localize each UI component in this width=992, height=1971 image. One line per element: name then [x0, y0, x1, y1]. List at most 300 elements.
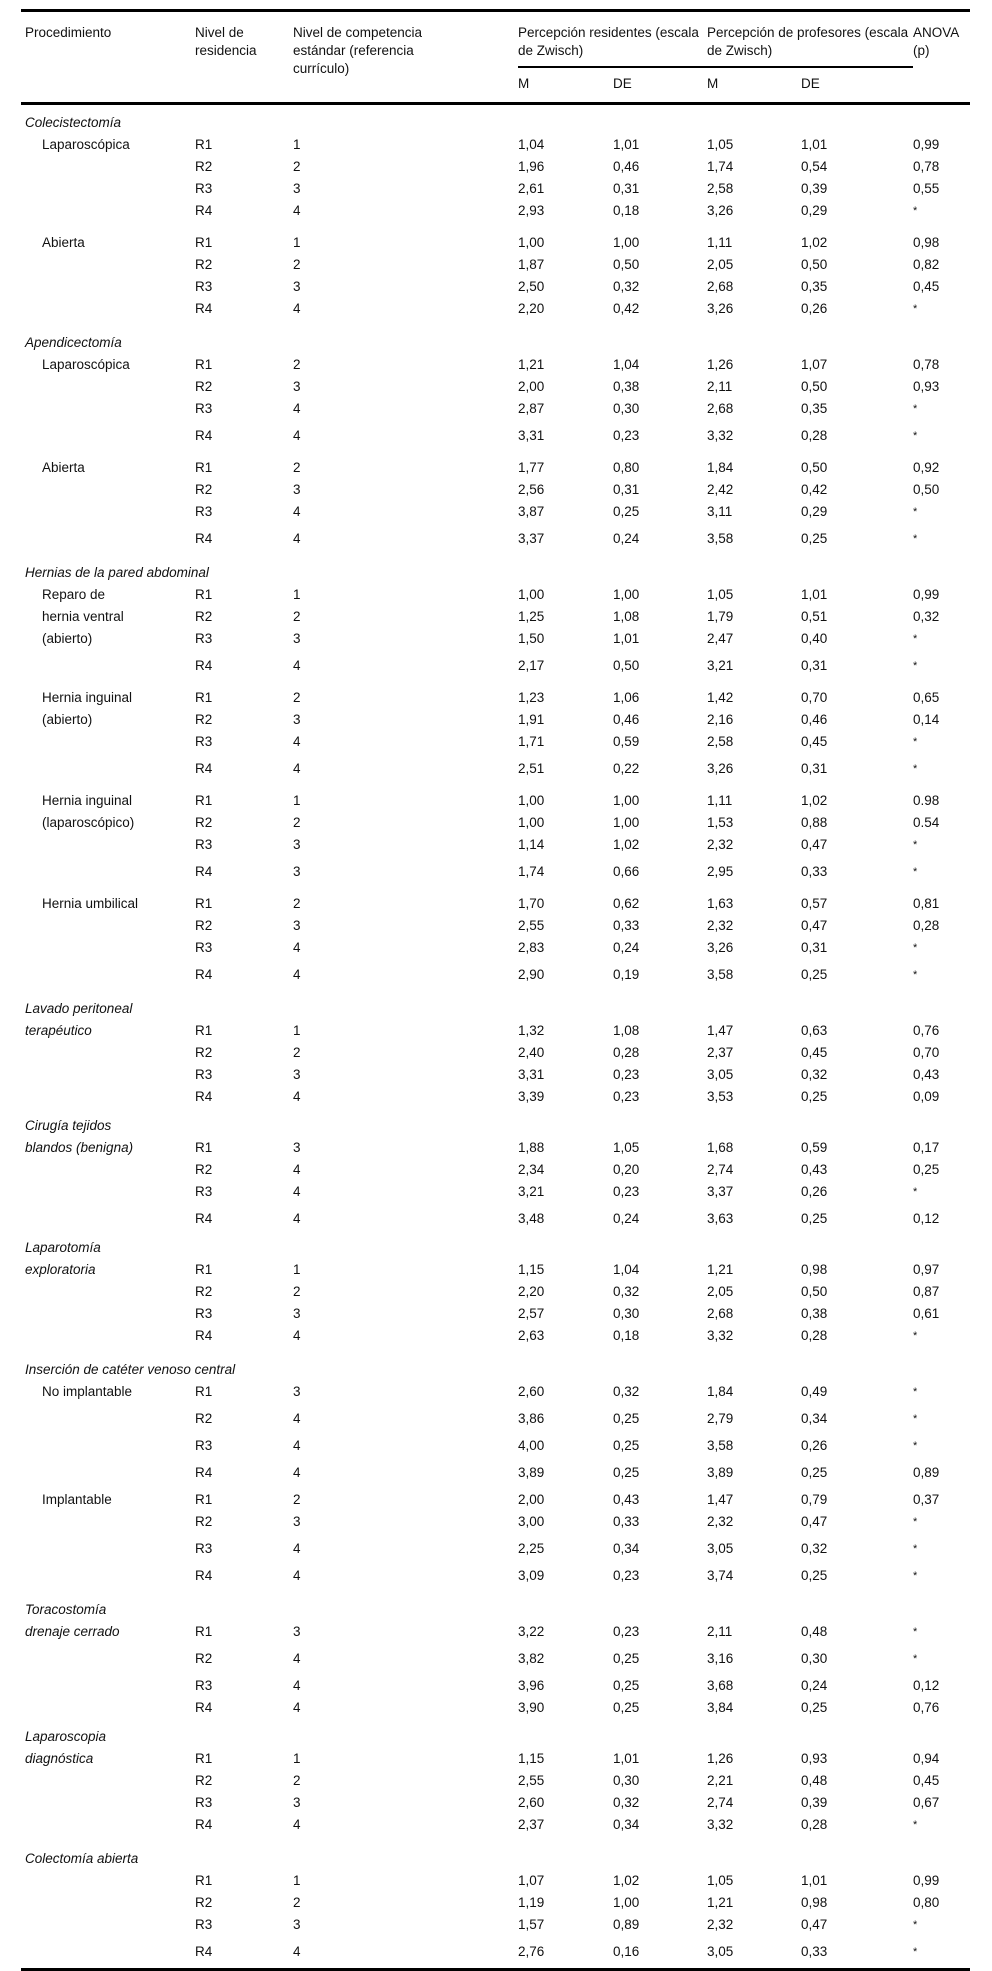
residency-level-cell: [195, 1914, 293, 1941]
professors-sd-cell: [801, 1137, 913, 1159]
significance-star: *: [913, 1440, 918, 1452]
residents-mean-cell: [518, 584, 613, 606]
section-label: Colectomía abierta: [25, 1851, 139, 1866]
cell-value: R1: [195, 587, 213, 602]
data-row: [21, 398, 970, 425]
significance-star: *: [913, 1543, 918, 1555]
competence-level-cell: [293, 861, 518, 888]
cell-value: 0,78: [913, 357, 940, 372]
procedure-cell: [21, 1648, 195, 1675]
cell-value: 1,68: [707, 1140, 734, 1155]
cell-value: 0,46: [613, 712, 640, 727]
cell-value: 0,93: [913, 379, 940, 394]
residency-level-cell: [195, 1697, 293, 1719]
cell-value: Laparoscópica: [42, 137, 130, 152]
cell-value: R1: [195, 1624, 213, 1639]
procedure-cell: [21, 1814, 195, 1841]
residents-mean-cell: [518, 1621, 613, 1648]
significance-star: *: [913, 660, 918, 672]
procedure-cell: [21, 915, 195, 937]
cell-value: R4: [195, 1817, 213, 1832]
residency-level-cell: [195, 1792, 293, 1814]
procedure-cell: [21, 731, 195, 758]
competence-level-cell: [293, 584, 518, 606]
cell-value: 1,26: [707, 357, 734, 372]
cell-value: 1,15: [518, 1751, 545, 1766]
data-row: [21, 1086, 970, 1108]
cell-value: R4: [195, 1465, 213, 1480]
cell-value: 0,61: [913, 1306, 940, 1321]
cell-value: R3: [195, 1917, 213, 1932]
cell-value: Hernia inguinal: [42, 793, 133, 808]
anova-p-cell: [913, 1648, 970, 1675]
professors-mean-cell: [707, 584, 801, 606]
residents-mean-cell: [518, 812, 613, 834]
competence-level-cell: [293, 1208, 518, 1230]
residents-sd-cell: [613, 134, 707, 156]
cell-value: 1,21: [707, 1895, 734, 1910]
data-row: [21, 1435, 970, 1462]
data-row: [21, 1814, 970, 1841]
anova-p-cell: [913, 376, 970, 398]
cell-value: 0,30: [613, 1773, 640, 1788]
cell-value: 2,58: [707, 181, 734, 196]
competence-level-cell: [293, 1697, 518, 1719]
professors-mean-cell: [707, 1941, 801, 1970]
cell-value: 0,50: [613, 257, 640, 272]
residency-level-cell: [195, 376, 293, 398]
cell-value: 2,50: [518, 279, 545, 294]
data-row: [21, 1565, 970, 1592]
data-row: [21, 501, 970, 528]
cell-value: hernia ventral: [42, 609, 124, 624]
cell-value: 0,50: [801, 1284, 828, 1299]
data-row: [21, 134, 970, 156]
professors-mean-cell: [707, 398, 801, 425]
cell-value: 3,58: [707, 967, 734, 982]
cell-value: R3: [195, 1067, 213, 1082]
cell-value: 2: [293, 690, 301, 705]
anova-p-cell: [913, 758, 970, 785]
procedure-cell: [21, 178, 195, 200]
residents-sd-cell: [613, 1408, 707, 1435]
data-row: [21, 709, 970, 731]
professors-sd-cell: [801, 1770, 913, 1792]
cell-value: R1: [195, 896, 213, 911]
data-row: [21, 254, 970, 276]
cell-value: 0,31: [801, 761, 828, 776]
cell-value: 2,56: [518, 482, 545, 497]
cell-value: 1,84: [707, 1384, 734, 1399]
significance-star: *: [913, 736, 918, 748]
professors-mean-cell: [707, 452, 801, 479]
cell-value: 0,35: [801, 279, 828, 294]
competence-level-cell: [293, 655, 518, 682]
data-row: [21, 1648, 970, 1675]
cell-value: R4: [195, 967, 213, 982]
residents-sd-cell: [613, 398, 707, 425]
residency-level-cell: [195, 628, 293, 655]
residents-mean-cell: [518, 276, 613, 298]
cell-value: 2,79: [707, 1411, 734, 1426]
cell-value: R3: [195, 1438, 213, 1453]
residency-level-cell: [195, 1281, 293, 1303]
cell-value: 1,00: [518, 793, 545, 808]
residents-sd-cell: [613, 1748, 707, 1770]
professors-sd-cell: [801, 1748, 913, 1770]
cell-value: 2,32: [707, 1514, 734, 1529]
section-row: [21, 1230, 970, 1259]
data-row: [21, 479, 970, 501]
anova-p-cell: [913, 1892, 970, 1914]
cell-value: 4: [293, 1162, 301, 1177]
professors-sd-cell: [801, 425, 913, 452]
data-row: [21, 1941, 970, 1970]
cell-value: 2,55: [518, 918, 545, 933]
competence-level-cell: [293, 398, 518, 425]
residents-sd-cell: [613, 915, 707, 937]
procedure-cell: [21, 785, 195, 812]
residents-mean-cell: [518, 134, 613, 156]
cell-value: 4: [293, 1944, 301, 1959]
cell-value: 1: [293, 1751, 301, 1766]
professors-mean-cell: [707, 1675, 801, 1697]
cell-value: 0,32: [613, 1284, 640, 1299]
residency-level-cell: [195, 1137, 293, 1159]
professors-mean-cell: [707, 1381, 801, 1408]
procedure-cell: [21, 628, 195, 655]
anova-p-cell: [913, 276, 970, 298]
residents-sd-cell: [613, 1208, 707, 1230]
cell-value: 3,82: [518, 1651, 545, 1666]
cell-value: 2,47: [707, 631, 734, 646]
residency-level-cell: [195, 156, 293, 178]
residents-sd-cell: [613, 1565, 707, 1592]
anova-p-cell: [913, 425, 970, 452]
cell-value: 3,26: [707, 301, 734, 316]
residents-mean-cell: [518, 1792, 613, 1814]
data-row: [21, 888, 970, 915]
data-row: [21, 1408, 970, 1435]
cell-value: 0,43: [801, 1162, 828, 1177]
residents-mean-cell: [518, 1086, 613, 1108]
professors-mean-cell: [707, 1181, 801, 1208]
cell-value: 0,38: [613, 379, 640, 394]
cell-value: R1: [195, 235, 213, 250]
professors-sd-cell: [801, 1941, 913, 1970]
cell-value: 2,93: [518, 203, 545, 218]
residency-level-cell: [195, 1381, 293, 1408]
residency-level-cell: [195, 528, 293, 555]
professors-sd-cell: [801, 1020, 913, 1042]
residency-level-cell: [195, 1208, 293, 1230]
cell-value: 0,89: [613, 1917, 640, 1932]
professors-mean-cell: [707, 1159, 801, 1181]
competence-level-cell: [293, 1325, 518, 1352]
residents-mean-cell: [518, 1208, 613, 1230]
residency-level-cell: [195, 1565, 293, 1592]
significance-star: *: [913, 839, 918, 851]
competence-level-cell: [293, 758, 518, 785]
cell-value: R4: [195, 864, 213, 879]
cell-value: 2,42: [707, 482, 734, 497]
data-row: [21, 731, 970, 758]
cell-value: 1,00: [613, 1895, 640, 1910]
cell-value: 0,82: [913, 257, 940, 272]
cell-value: R4: [195, 1089, 213, 1104]
procedure-cell: [21, 888, 195, 915]
cell-value: 0,39: [801, 1795, 828, 1810]
cell-value: 0,98: [801, 1895, 828, 1910]
cell-value: 0,59: [613, 734, 640, 749]
residency-level-cell: [195, 655, 293, 682]
professors-mean-cell: [707, 1064, 801, 1086]
cell-value: R1: [195, 1262, 213, 1277]
cell-value: 0,25: [913, 1162, 940, 1177]
professors-mean-cell: [707, 1435, 801, 1462]
cell-value: 4: [293, 761, 301, 776]
cell-value: 0,98: [801, 1262, 828, 1277]
cell-value: 1,74: [707, 159, 734, 174]
procedure-cell: [21, 682, 195, 709]
section-row: [21, 555, 970, 584]
cell-value: 0,67: [913, 1795, 940, 1810]
data-row: [21, 354, 970, 376]
professors-mean-cell: [707, 156, 801, 178]
cell-value: 3,86: [518, 1411, 545, 1426]
cell-value: R1: [195, 1140, 213, 1155]
competence-level-cell: [293, 178, 518, 200]
residency-level-cell: [195, 276, 293, 298]
residents-sd-cell: [613, 1814, 707, 1841]
data-row: [21, 1770, 970, 1792]
cell-value: 1,01: [801, 1873, 828, 1888]
procedure-cell: [21, 479, 195, 501]
data-row: [21, 1484, 970, 1511]
cell-value: 0,50: [801, 379, 828, 394]
professors-mean-cell: [707, 528, 801, 555]
professors-sd-cell: [801, 758, 913, 785]
competence-level-cell: [293, 1020, 518, 1042]
residents-mean-cell: [518, 528, 613, 555]
professors-sd-cell: [801, 584, 913, 606]
cell-value: 1,63: [707, 896, 734, 911]
competence-level-cell: [293, 376, 518, 398]
residents-sd-cell: [613, 1137, 707, 1159]
competence-level-cell: [293, 937, 518, 964]
cell-value: 0,25: [613, 1438, 640, 1453]
anova-p-cell: [913, 1303, 970, 1325]
cell-value: R4: [195, 428, 213, 443]
professors-sd-cell: [801, 731, 913, 758]
competence-level-cell: [293, 134, 518, 156]
cell-value: R3: [195, 734, 213, 749]
professors-mean-cell: [707, 1621, 801, 1648]
cell-value: 4: [293, 1568, 301, 1583]
cell-value: 0,40: [801, 631, 828, 646]
cell-value: 3,05: [707, 1541, 734, 1556]
procedure-cell: [21, 606, 195, 628]
residents-sd-cell: [613, 276, 707, 298]
cell-value: 0,32: [613, 1795, 640, 1810]
significance-star: *: [913, 1570, 918, 1582]
professors-mean-cell: [707, 1697, 801, 1719]
cell-value: Abierta: [42, 235, 85, 250]
data-row: [21, 1381, 970, 1408]
residency-level-cell: [195, 812, 293, 834]
data-row: [21, 655, 970, 682]
cell-value: 3: [293, 279, 301, 294]
residency-level-cell: [195, 606, 293, 628]
residents-sd-cell: [613, 861, 707, 888]
cell-value: 1,08: [613, 1023, 640, 1038]
cell-value: 4: [293, 1465, 301, 1480]
cell-value: 1,04: [518, 137, 545, 152]
residents-mean-cell: [518, 1748, 613, 1770]
residents-mean-cell: [518, 156, 613, 178]
cell-value: 0,33: [613, 1514, 640, 1529]
significance-star: *: [913, 1919, 918, 1931]
anova-p-cell: [913, 1484, 970, 1511]
competence-level-cell: [293, 1914, 518, 1941]
cell-value: R1: [195, 137, 213, 152]
procedure-cell: [21, 1538, 195, 1565]
residents-mean-cell: [518, 758, 613, 785]
cell-value: 3,32: [707, 1328, 734, 1343]
competence-level-cell: [293, 479, 518, 501]
section-label: Apendicectomía: [25, 335, 122, 350]
professors-sd-cell: [801, 501, 913, 528]
data-row: [21, 1697, 970, 1719]
cell-value: 3,53: [707, 1089, 734, 1104]
data-row: [21, 1159, 970, 1181]
professors-sd-cell: [801, 200, 913, 227]
residents-mean-cell: [518, 1325, 613, 1352]
residency-level-cell: [195, 584, 293, 606]
anova-p-cell: [913, 1697, 970, 1719]
cell-value: R3: [195, 1184, 213, 1199]
residents-mean-cell: [518, 354, 613, 376]
data-row: [21, 1914, 970, 1941]
cell-value: 4: [293, 203, 301, 218]
significance-star: *: [913, 403, 918, 415]
cell-value: 0,47: [801, 1514, 828, 1529]
significance-star: *: [913, 1386, 918, 1398]
cell-value: 0,48: [801, 1624, 828, 1639]
anova-p-cell: [913, 1408, 970, 1435]
cell-value: 0,25: [801, 1700, 828, 1715]
cell-value: 1,02: [613, 1873, 640, 1888]
residency-level-cell: [195, 354, 293, 376]
residents-sd-cell: [613, 1675, 707, 1697]
cell-value: 0,99: [913, 137, 940, 152]
professors-mean-cell: [707, 915, 801, 937]
cell-value: 2: [293, 1895, 301, 1910]
residency-level-cell: [195, 1086, 293, 1108]
cell-value: 0,46: [801, 712, 828, 727]
data-row: [21, 1792, 970, 1814]
anova-p-cell: [913, 254, 970, 276]
residents-mean-cell: [518, 1259, 613, 1281]
cell-value: 2,32: [707, 1917, 734, 1932]
data-row: [21, 452, 970, 479]
residency-level-cell: [195, 1020, 293, 1042]
significance-star: *: [913, 1946, 918, 1958]
residency-level-cell: [195, 479, 293, 501]
anova-p-cell: [913, 861, 970, 888]
cell-value: No implantable: [42, 1384, 133, 1399]
competence-level-cell: [293, 1648, 518, 1675]
cell-value: 2,90: [518, 967, 545, 982]
cell-value: 1,05: [707, 137, 734, 152]
cell-value: 3,96: [518, 1678, 545, 1693]
group-header-profesores: Percepción de profesores (escala de Zwisch): [707, 11, 913, 68]
procedure-cell: [21, 1870, 195, 1892]
cell-value: 1,79: [707, 609, 734, 624]
anova-p-cell: [913, 812, 970, 834]
cell-value: 1: [293, 587, 301, 602]
section-row: [21, 1352, 970, 1381]
residents-sd-cell: [613, 528, 707, 555]
cell-value: 2,25: [518, 1541, 545, 1556]
cell-value: 0,29: [801, 504, 828, 519]
cell-value: 1,01: [613, 631, 640, 646]
cell-value: 3: [293, 1140, 301, 1155]
professors-mean-cell: [707, 1538, 801, 1565]
cell-value: 2,74: [707, 1162, 734, 1177]
procedure-cell: [21, 1941, 195, 1970]
professors-mean-cell: [707, 298, 801, 325]
cell-value: 3,05: [707, 1067, 734, 1082]
cell-value: 0,81: [913, 896, 940, 911]
cell-value: 3,32: [707, 1817, 734, 1832]
professors-mean-cell: [707, 354, 801, 376]
cell-value: 0,32: [801, 1541, 828, 1556]
significance-star: *: [913, 1413, 918, 1425]
col-header-anova: ANOVA (p): [913, 25, 959, 58]
professors-mean-cell: [707, 1042, 801, 1064]
procedure-cell: [21, 1303, 195, 1325]
cell-value: 3,63: [707, 1211, 734, 1226]
cell-value: 1,07: [801, 357, 828, 372]
cell-value: 3,22: [518, 1624, 545, 1639]
competence-level-cell: [293, 1042, 518, 1064]
section-row: [21, 1841, 970, 1870]
cell-value: 0,25: [613, 504, 640, 519]
procedure-cell: [21, 1675, 195, 1697]
cell-value: 3,74: [707, 1568, 734, 1583]
cell-value: 1,00: [518, 815, 545, 830]
anova-p-cell: [913, 584, 970, 606]
cell-value: 2,51: [518, 761, 545, 776]
residents-mean-cell: [518, 655, 613, 682]
cell-value: 2,61: [518, 181, 545, 196]
procedure-cell: [21, 1565, 195, 1592]
section-row: [21, 991, 970, 1020]
residency-level-cell: [195, 298, 293, 325]
cell-value: 4: [293, 1411, 301, 1426]
procedure-cell: [21, 812, 195, 834]
residents-mean-cell: [518, 1462, 613, 1484]
professors-mean-cell: [707, 501, 801, 528]
procedure-cell: [21, 298, 195, 325]
cell-value: 3,58: [707, 531, 734, 546]
procedure-cell: [21, 937, 195, 964]
professors-mean-cell: [707, 178, 801, 200]
cell-value: 0,24: [801, 1678, 828, 1693]
competence-level-cell: [293, 1159, 518, 1181]
anova-p-cell: [913, 1042, 970, 1064]
